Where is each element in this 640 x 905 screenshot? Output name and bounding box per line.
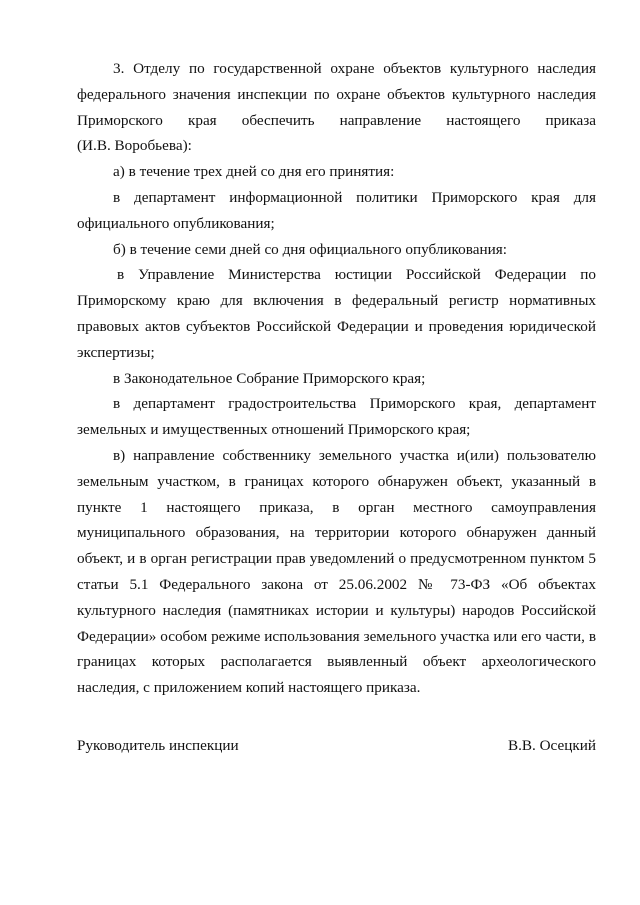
text-line: экспертизы; — [77, 343, 155, 361]
text-line: Федерации» особом режиме использования земельного участка или его части, в — [77, 627, 596, 645]
text-line: наследия, с приложением копий настоящего приказа. — [77, 679, 421, 697]
text-line: (И.В. Воробьева): — [77, 137, 192, 155]
text-line: объект, и в орган регистрации прав уведомлений о предусмотренном пунктом 5 — [77, 550, 596, 568]
signature-position: Руководитель инспекции — [77, 736, 239, 754]
document-body — [77, 56, 596, 759]
subparagraph-a-heading: а) в течение трех дней со дня его принятия: — [113, 163, 395, 181]
subparagraph-b-item-2: в Законодательное Собрание Приморского края; — [113, 369, 426, 387]
text-line: в департамент информационной политики Приморского края для — [113, 188, 596, 206]
text-line: земельных и имущественных отношений Приморского края; — [77, 421, 471, 439]
text-line: статьи 5.1 Федерального закона от 25.06.2002 № 73-ФЗ «Об объектах — [77, 575, 596, 593]
paragraph-3 — [77, 56, 596, 159]
text-line: в) направление собственнику земельного участка и(или) пользователю — [113, 446, 596, 464]
text-line: Приморского края обеспечить направление настоящего приказа — [77, 111, 596, 129]
spacer — [77, 701, 596, 733]
text-line: Приморскому краю для включения в федеральный регистр нормативных — [77, 292, 596, 310]
subparagraph-b-item-1 — [77, 262, 596, 365]
signature-name: В.В. Осецкий — [507, 736, 596, 754]
subparagraph-b-heading: б) в течение семи дней со дня официального опубликования: — [113, 240, 507, 258]
text-line: муниципального образования, на территории которого обнаружен данный — [77, 524, 596, 542]
text-line: федерального значения инспекции по охране объектов культурного наследия — [77, 85, 596, 103]
subparagraph-a-item — [77, 185, 596, 237]
text-line: пункте 1 настоящего приказа, в орган местного самоуправления — [77, 498, 596, 516]
text-line: в департамент градостроительства Приморского края, департамент — [113, 395, 596, 413]
text-line: официального опубликования; — [77, 214, 275, 232]
text-line: границах которых располагается выявленный объект археологического — [77, 653, 596, 671]
subparagraph-b-item-3 — [77, 391, 596, 443]
signature-block — [77, 733, 596, 759]
text-line: культурного наследия (памятниках истории и культуры) народов Российской — [77, 601, 596, 619]
subparagraph-v — [77, 443, 596, 701]
text-line: правовых актов субъектов Российской Федерации и проведения юридической — [77, 317, 596, 335]
text-line: земельным участком, в границах которого обнаружен объект, указанный в — [77, 472, 596, 490]
text-line: в Управление Министерства юстиции Российской Федерации по — [117, 266, 596, 284]
text-line: 3. Отделу по государственной охране объектов культурного наследия — [113, 60, 596, 77]
